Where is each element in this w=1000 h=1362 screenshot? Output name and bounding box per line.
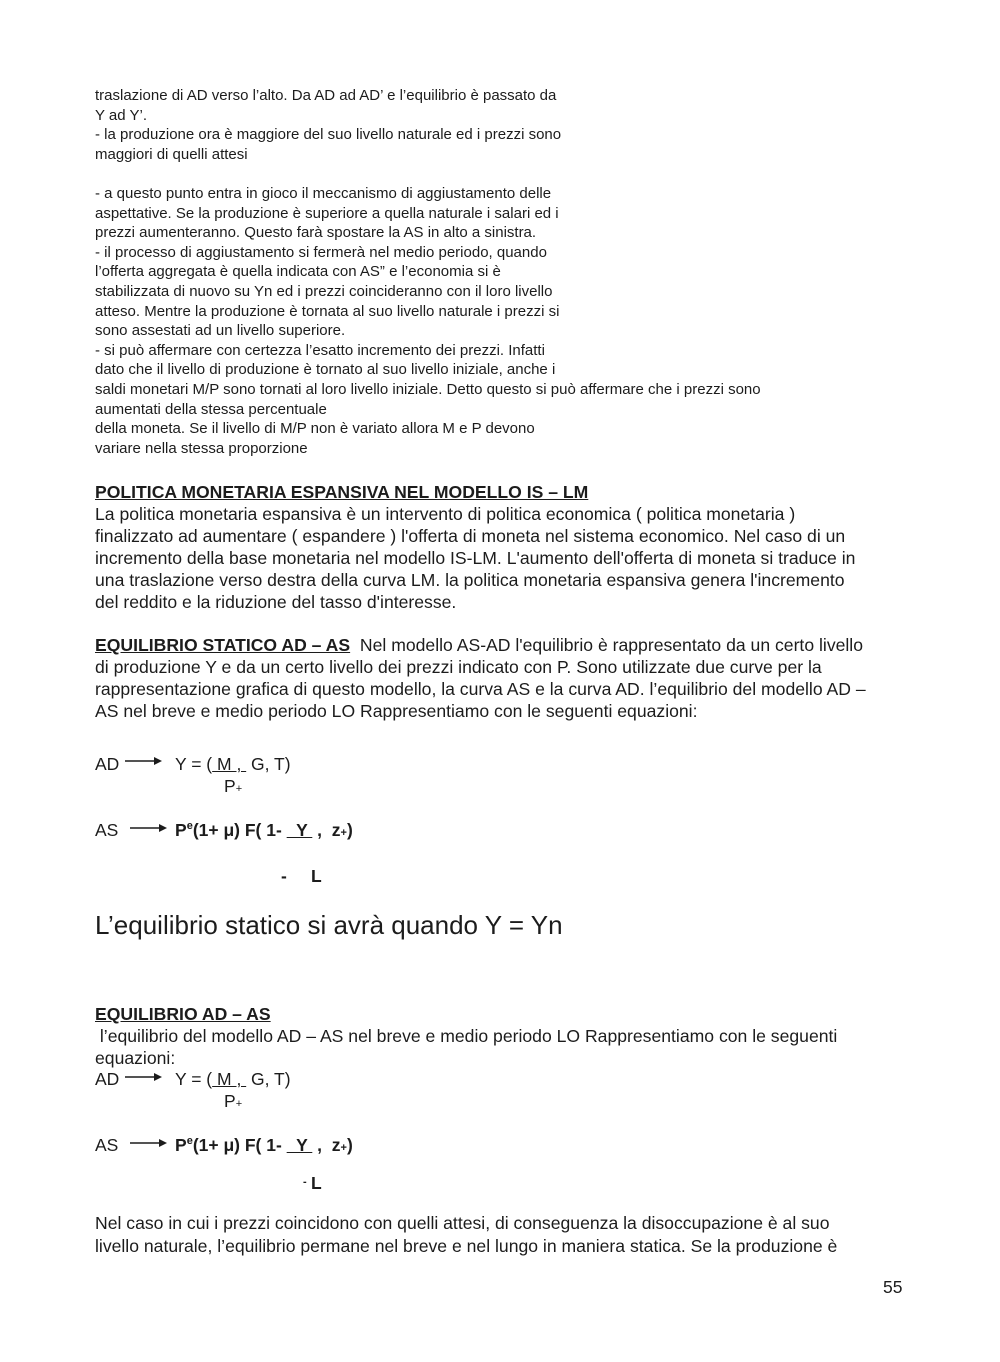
right-arrow-icon	[130, 1138, 168, 1148]
as-numerator: Y	[286, 1135, 313, 1155]
l-label: L	[311, 866, 322, 886]
as-expr: (1+ μ) F( 1-	[192, 820, 287, 840]
as-z: , z	[312, 1135, 341, 1155]
as-numerator: Y	[286, 820, 313, 840]
ad-lhs: Y = (	[175, 1069, 213, 1089]
text-line: di produzione Y e da un certo livello dei prezzi indicato con P. Sono utilizzate due curve per la	[95, 657, 822, 677]
text-line: rappresentazione grafica di questo modello, la curva AS e la curva AD. l’equilibrio del modello AD –	[95, 679, 866, 699]
text-line: Nel caso in cui i prezzi coincidono con quelli attesi, di conseguenza la disoccupazione è al suo	[95, 1213, 830, 1233]
text-line: l’equilibrio del modello AD – AS nel breve e medio periodo LO Rappresentiamo con le seguenti	[95, 1026, 838, 1046]
closing-paragraph	[95, 1212, 837, 1258]
ad-label: AD	[95, 754, 120, 774]
as-p-sup: e	[186, 1135, 193, 1148]
as-equation	[175, 820, 353, 841]
static-equilibrium-conclusion: L’equilibrio statico si avrà quando Y = Yn	[95, 910, 563, 940]
text-line: l’offerta aggregata è quella indicata con AS” e l’economia si è	[95, 263, 501, 281]
text-line: livello naturale, l’equilibrio permane nel breve e nel lungo in maniera statica. Se la produzione è	[95, 1236, 838, 1256]
ad-rest: G, T)	[246, 754, 291, 774]
ad-numerator: M ,	[212, 754, 247, 774]
text-line: maggiori di quelli attesi	[95, 145, 248, 163]
as-close: )	[346, 1135, 353, 1155]
as-z-sub: +	[340, 827, 347, 839]
text-line: una traslazione verso destra della curva LM. la politica monetaria espansiva genera l'incremento	[95, 570, 845, 590]
as-p: P	[175, 820, 187, 840]
ad-label: AD	[95, 1069, 120, 1089]
ad-den-p: P	[224, 1091, 236, 1111]
text-line: - il processo di aggiustamento si fermerà nel medio periodo, quando	[95, 243, 547, 261]
text-line: aspettative. Se la produzione è superiore a quella naturale i salari ed i	[95, 204, 559, 222]
blank-line	[95, 164, 885, 184]
ad-denominator	[224, 776, 242, 797]
ad-lhs: Y = (	[175, 754, 213, 774]
text-line: finalizzato ad aumentare ( espandere ) l'offerta di moneta nel sistema economico. Nel caso di un	[95, 526, 846, 546]
text-line: variare nella stessa proporzione	[95, 439, 308, 457]
minus-sign: -	[303, 1176, 307, 1188]
text-line: prezzi aumenteranno. Questo farà spostare la AS in alto a sinistra.	[95, 224, 537, 242]
ad-denominator	[224, 1091, 242, 1112]
ad-rest: G, T)	[246, 1069, 291, 1089]
text-line: della moneta. Se il livello di M/P non è variato allora M e P devono	[95, 420, 535, 438]
ad-den-sub: +	[235, 1098, 243, 1110]
ad-equation	[175, 754, 291, 775]
text-span: Nel modello AS-AD l'equilibrio è rappresentato da un certo livello	[350, 635, 863, 655]
text-line: aumentati della stessa percentuale	[95, 400, 327, 418]
as-label: AS	[95, 820, 119, 840]
ad-den-sub: +	[235, 783, 243, 795]
text-line: stabilizzata di nuovo su Yn ed i prezzi coincideranno con il loro livello	[95, 282, 553, 300]
section-static-equilibrium	[95, 634, 866, 722]
section-heading: EQUILIBRIO STATICO AD – AS	[95, 635, 351, 655]
page-number: 55	[883, 1277, 903, 1297]
text-line: - a questo punto entra in gioco il meccanismo di aggiustamento delle	[95, 184, 552, 202]
text-line: Y ad Y’.	[95, 106, 147, 124]
section-heading: EQUILIBRIO AD – AS	[95, 1004, 271, 1024]
text-line: sono assestati ad un livello superiore.	[95, 322, 346, 340]
right-arrow-icon	[125, 1072, 163, 1082]
as-expr: (1+ μ) F( 1-	[192, 1135, 287, 1155]
as-close: )	[346, 820, 353, 840]
text-line: incremento della base monetaria nel modello IS-LM. L'aumento dell'offerta di moneta si traduce in	[95, 548, 856, 568]
ad-numerator: M ,	[212, 1069, 247, 1089]
text-line: AS nel breve e medio periodo LO Rappresentiamo con le seguenti equazioni:	[95, 701, 698, 721]
section-ad-as	[95, 1003, 837, 1069]
as-p: P	[175, 1135, 187, 1155]
section-heading: POLITICA MONETARIA ESPANSIVA NEL MODELLO IS – LM	[95, 482, 589, 502]
text-line: traslazione di AD verso l’alto. Da AD ad AD’ e l’equilibrio è passato da	[95, 87, 557, 104]
text-line: saldi monetari M/P sono tornati al loro livello iniziale. Detto questo si può affermare che i prezzi sono	[95, 380, 761, 398]
as-z: , z	[312, 820, 341, 840]
as-z-sub: +	[340, 1142, 347, 1154]
text-line: equazioni:	[95, 1048, 176, 1068]
ad-den-p: P	[224, 776, 236, 796]
top-text-block	[95, 86, 885, 458]
text-line: del reddito e la riduzione del tasso d'interesse.	[95, 592, 457, 612]
text-line: La politica monetaria espansiva è un intervento di politica economica ( politica monetaria )	[95, 504, 796, 524]
as-p-sup: e	[186, 820, 193, 833]
as-equation	[175, 1135, 353, 1156]
ad-equation	[175, 1069, 291, 1090]
text-line: - si può affermare con certezza l’esatto incremento dei prezzi. Infatti	[95, 341, 545, 359]
text-line: dato che il livello di produzione è tornato al suo livello iniziale, anche i	[95, 361, 556, 379]
as-label: AS	[95, 1135, 119, 1155]
minus-sign: -	[281, 866, 287, 886]
l-label: L	[311, 1173, 322, 1193]
text-line: - la produzione ora è maggiore del suo livello naturale ed i prezzi sono	[95, 126, 562, 144]
right-arrow-icon	[130, 823, 168, 833]
section-is-lm	[95, 481, 855, 613]
right-arrow-icon	[125, 756, 163, 766]
text-line: atteso. Mentre la produzione è tornata al suo livello naturale i prezzi si	[95, 302, 560, 320]
